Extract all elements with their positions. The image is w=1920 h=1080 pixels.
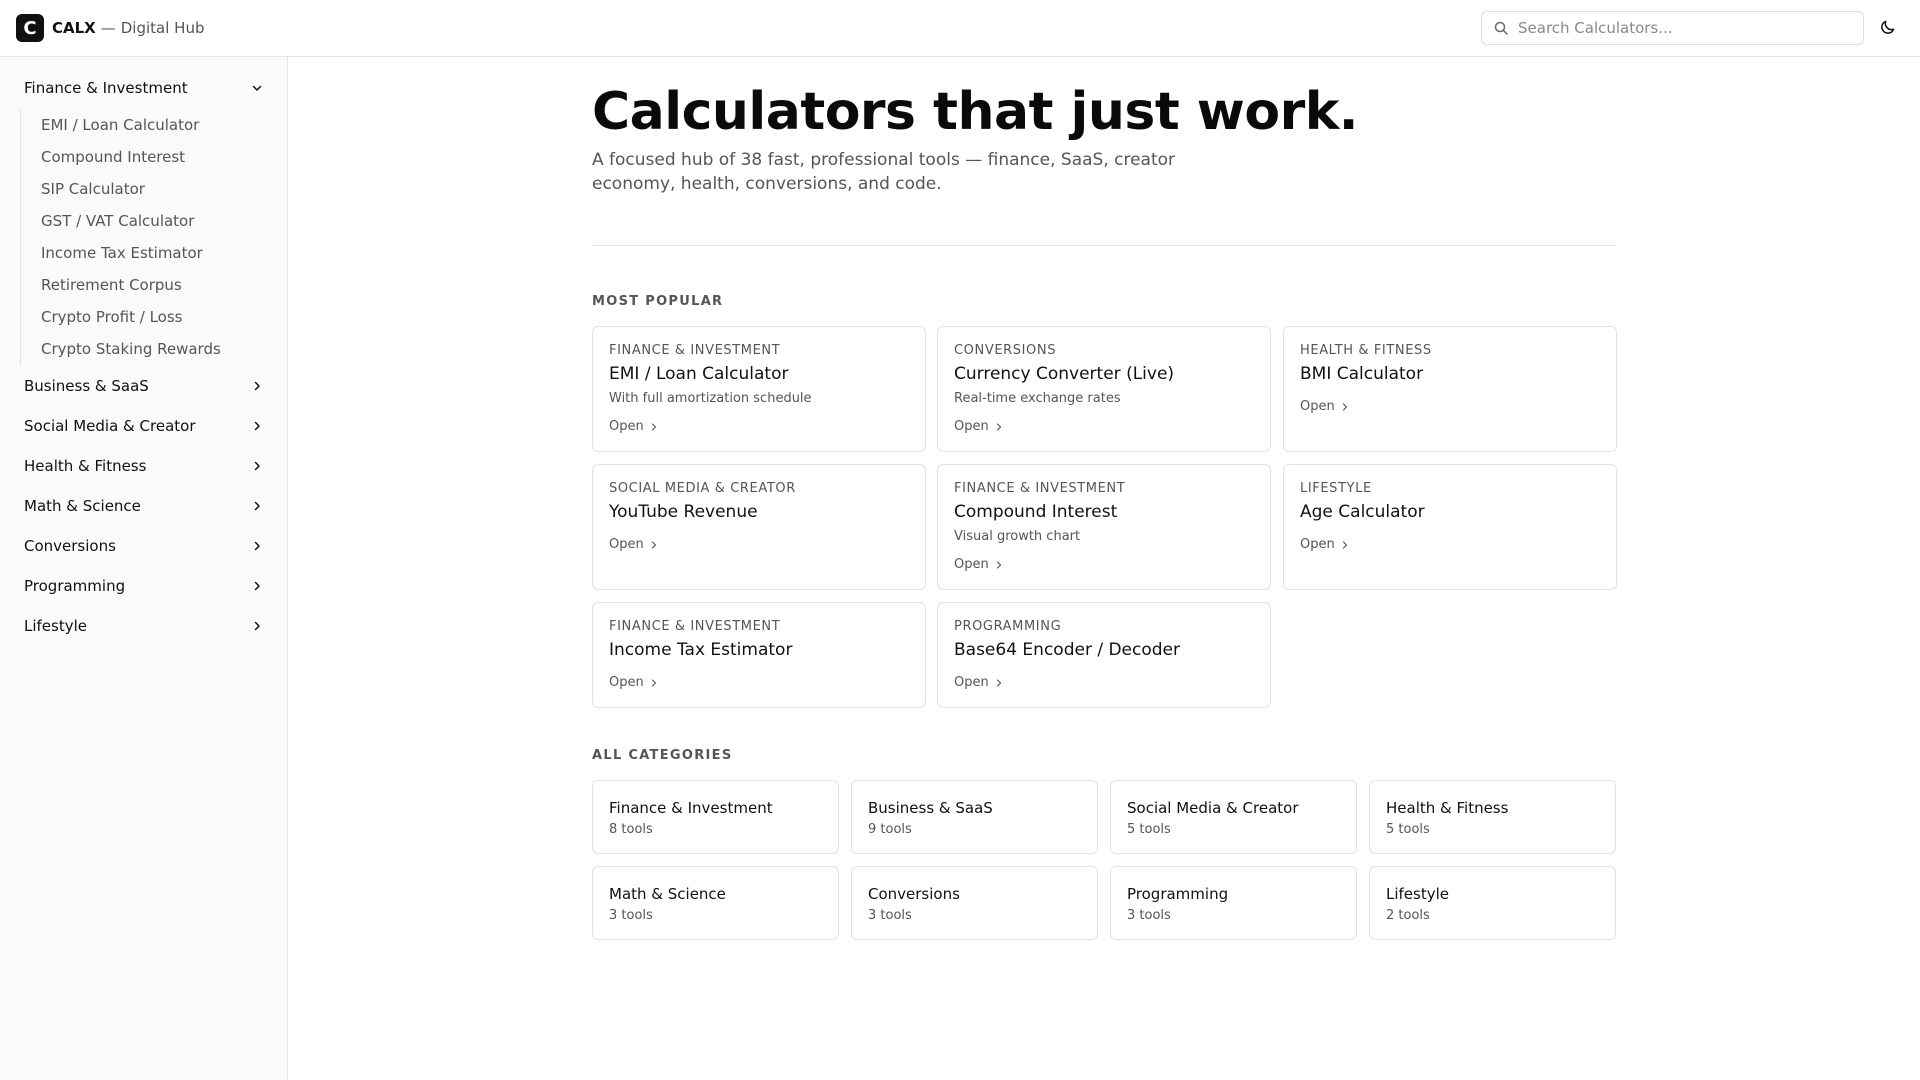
- page-title: Calculators that just work.: [592, 82, 1359, 142]
- sidebar-item-emi-loan-calculator[interactable]: EMI / Loan Calculator: [41, 116, 200, 134]
- category-tile-lifestyle[interactable]: [1369, 866, 1616, 940]
- card-title: Age Calculator: [1300, 502, 1425, 522]
- chevron-right-icon: [650, 541, 658, 549]
- card-title: YouTube Revenue: [609, 502, 758, 522]
- submenu-guide-line: [20, 109, 21, 365]
- sidebar-category-business-saas[interactable]: [24, 371, 264, 401]
- open-label: Open: [954, 557, 989, 572]
- sidebar-item-income-tax-estimator[interactable]: Income Tax Estimator: [41, 244, 203, 262]
- card-title: Base64 Encoder / Decoder: [954, 640, 1181, 660]
- card-title: Income Tax Estimator: [609, 640, 793, 660]
- card-category: PROGRAMMING: [954, 619, 1062, 634]
- open-label: Open: [1300, 399, 1335, 414]
- open-label: Open: [609, 537, 644, 552]
- popular-card-age-calculator[interactable]: [1283, 464, 1617, 590]
- chevron-right-icon: [250, 619, 264, 633]
- category-tile-conversions[interactable]: [851, 866, 1098, 940]
- search-box[interactable]: [1481, 11, 1864, 45]
- card-title: EMI / Loan Calculator: [609, 364, 789, 384]
- brand-name: CALX: [52, 19, 96, 37]
- logo: C: [16, 14, 44, 42]
- category-tile-business-saas[interactable]: [851, 780, 1098, 854]
- page-description: A focused hub of 38 fast, professional tools — finance, SaaS, creator economy, health, conversions, and code.: [592, 150, 1176, 194]
- open-label: Open: [1300, 537, 1335, 552]
- sidebar-category-label: Programming: [24, 577, 126, 595]
- sidebar-category-social-media-creator[interactable]: [24, 411, 264, 441]
- section-divider: [592, 245, 1616, 246]
- sidebar-category-programming[interactable]: [24, 571, 264, 601]
- chevron-right-icon: [250, 459, 264, 473]
- tile-count: 3 tools: [1127, 908, 1171, 923]
- popular-card-base64-encoder-decoder[interactable]: [937, 602, 1271, 708]
- tile-name: Social Media & Creator: [1127, 799, 1299, 817]
- tile-name: Health & Fitness: [1386, 799, 1509, 817]
- chevron-right-icon: [995, 423, 1003, 431]
- search-input[interactable]: [1518, 19, 1848, 37]
- tile-count: 2 tools: [1386, 908, 1430, 923]
- card-open-link[interactable]: [954, 675, 1003, 690]
- card-open-link[interactable]: [954, 419, 1003, 434]
- sidebar-category-label: Conversions: [24, 537, 116, 555]
- tile-name: Math & Science: [609, 885, 726, 903]
- tile-name: Conversions: [868, 885, 960, 903]
- card-category: FINANCE & INVESTMENT: [609, 343, 781, 358]
- sidebar-item-compound-interest[interactable]: Compound Interest: [41, 148, 186, 166]
- sidebar-category-label: Health & Fitness: [24, 457, 147, 475]
- sidebar-item-crypto-profit-loss[interactable]: Crypto Profit / Loss: [41, 308, 183, 326]
- category-tile-math-science[interactable]: [592, 866, 839, 940]
- popular-card-income-tax-estimator[interactable]: [592, 602, 926, 708]
- theme-toggle-button[interactable]: [1874, 15, 1902, 43]
- sidebar-category-lifestyle[interactable]: [24, 611, 264, 641]
- open-label: Open: [609, 675, 644, 690]
- tile-count: 9 tools: [868, 822, 912, 837]
- card-category: HEALTH & FITNESS: [1300, 343, 1432, 358]
- moon-icon: [1880, 19, 1896, 39]
- tile-count: 8 tools: [609, 822, 653, 837]
- search-icon: [1494, 21, 1508, 35]
- open-label: Open: [954, 419, 989, 434]
- chevron-right-icon: [250, 499, 264, 513]
- card-description: Real-time exchange rates: [954, 391, 1121, 406]
- sidebar-item-sip-calculator[interactable]: SIP Calculator: [41, 180, 145, 198]
- chevron-right-icon: [995, 679, 1003, 687]
- card-category: CONVERSIONS: [954, 343, 1057, 358]
- card-description: With full amortization schedule: [609, 391, 812, 406]
- sidebar-category-label: Math & Science: [24, 497, 141, 515]
- sidebar-category-health-fitness[interactable]: [24, 451, 264, 481]
- card-category: SOCIAL MEDIA & CREATOR: [609, 481, 796, 496]
- card-open-link[interactable]: [609, 537, 658, 552]
- brand[interactable]: [16, 14, 204, 42]
- chevron-right-icon: [250, 379, 264, 393]
- sidebar-category-label: Social Media & Creator: [24, 417, 196, 435]
- chevron-right-icon: [250, 419, 264, 433]
- most-popular-heading: MOST POPULAR: [592, 294, 724, 309]
- card-open-link[interactable]: [609, 419, 658, 434]
- sidebar-category-finance-investment[interactable]: [24, 73, 264, 103]
- tile-count: 5 tools: [1386, 822, 1430, 837]
- card-open-link[interactable]: [954, 557, 1003, 572]
- popular-card-compound-interest[interactable]: [937, 464, 1271, 590]
- tile-name: Finance & Investment: [609, 799, 773, 817]
- card-open-link[interactable]: [609, 675, 658, 690]
- sidebar-category-label: Lifestyle: [24, 617, 88, 635]
- chevron-right-icon: [995, 561, 1003, 569]
- sidebar-item-crypto-staking-rewards[interactable]: Crypto Staking Rewards: [41, 340, 221, 358]
- chevron-down-icon: [250, 81, 264, 95]
- tile-name: Lifestyle: [1386, 885, 1450, 903]
- card-open-link[interactable]: [1300, 399, 1349, 414]
- sidebar: [0, 57, 288, 1080]
- popular-card-currency-converter[interactable]: [937, 326, 1271, 452]
- card-description: Visual growth chart: [954, 529, 1081, 544]
- all-categories-heading: ALL CATEGORIES: [592, 748, 733, 763]
- popular-card-emi-loan-calculator[interactable]: [592, 326, 926, 452]
- chevron-right-icon: [250, 539, 264, 553]
- tile-count: 3 tools: [868, 908, 912, 923]
- category-tile-health-fitness[interactable]: [1369, 780, 1616, 854]
- chevron-right-icon: [650, 679, 658, 687]
- card-category: FINANCE & INVESTMENT: [609, 619, 781, 634]
- card-open-link[interactable]: [1300, 537, 1349, 552]
- tile-count: 5 tools: [1127, 822, 1171, 837]
- card-title: Compound Interest: [954, 502, 1118, 522]
- brand-separator: —: [100, 19, 116, 37]
- tile-name: Programming: [1127, 885, 1229, 903]
- chevron-right-icon: [1341, 541, 1349, 549]
- category-tile-programming[interactable]: [1110, 866, 1357, 940]
- card-category: FINANCE & INVESTMENT: [954, 481, 1126, 496]
- card-title: Currency Converter (Live): [954, 364, 1175, 384]
- brand-subtitle: Digital Hub: [120, 19, 205, 37]
- chevron-right-icon: [250, 579, 264, 593]
- tile-count: 3 tools: [609, 908, 653, 923]
- sidebar-item-retirement-corpus[interactable]: Retirement Corpus: [41, 276, 182, 294]
- open-label: Open: [954, 675, 989, 690]
- popular-card-youtube-revenue[interactable]: [592, 464, 926, 590]
- chevron-right-icon: [650, 423, 658, 431]
- category-tile-social-media-creator[interactable]: [1110, 780, 1357, 854]
- card-title: BMI Calculator: [1300, 364, 1424, 384]
- sidebar-category-label: Business & SaaS: [24, 377, 149, 395]
- sidebar-category-math-science[interactable]: [24, 491, 264, 521]
- sidebar-item-gst-vat-calculator[interactable]: GST / VAT Calculator: [41, 212, 195, 230]
- sidebar-category-conversions[interactable]: [24, 531, 264, 561]
- tile-name: Business & SaaS: [868, 799, 993, 817]
- sidebar-category-label: Finance & Investment: [24, 79, 188, 97]
- popular-card-bmi-calculator[interactable]: [1283, 326, 1617, 452]
- top-header: [0, 0, 1920, 57]
- chevron-right-icon: [1341, 403, 1349, 411]
- open-label: Open: [609, 419, 644, 434]
- card-category: LIFESTYLE: [1300, 481, 1372, 496]
- category-tile-finance-investment[interactable]: [592, 780, 839, 854]
